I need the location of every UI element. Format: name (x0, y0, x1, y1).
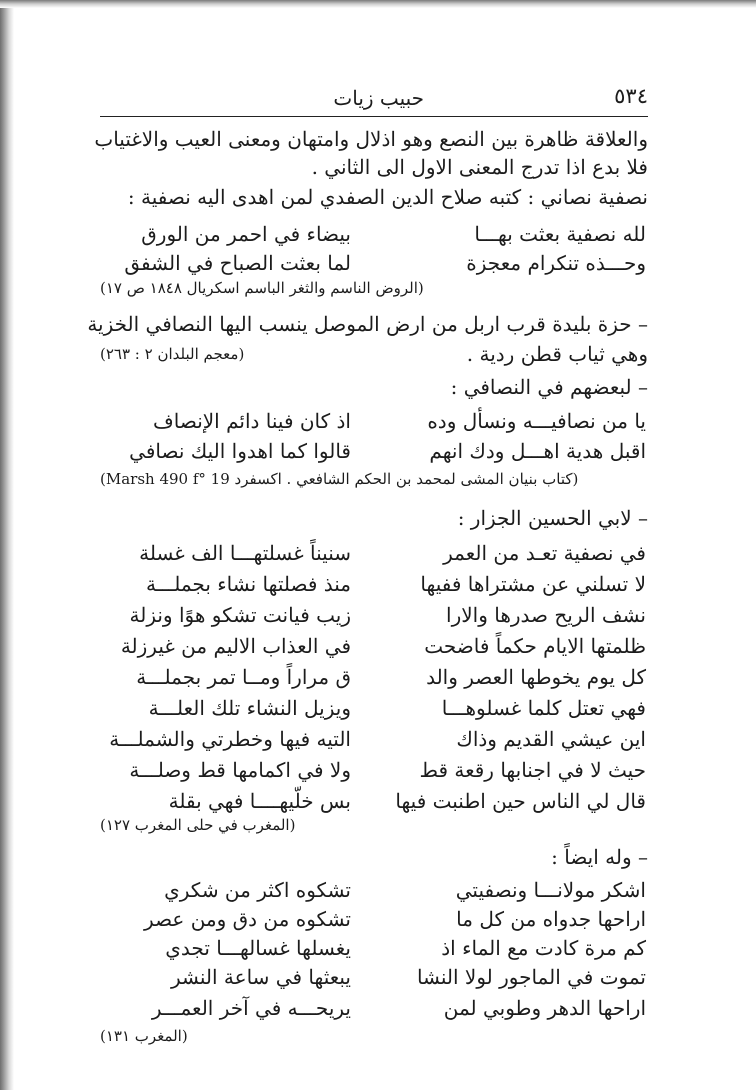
verse-hemistich-second: منذ فصلتها نشاء بجملـــة (145, 572, 351, 596)
verse-hemistich-second: تشكوه اكثر من شكري (164, 878, 351, 902)
verse-hemistich-first: وحـــذه تنكرام معجزة (466, 251, 646, 275)
section-heading: – لبعضهم في النصافي : (450, 375, 648, 399)
verse-hemistich-first: اراحها الدهر وطوبي لمن (443, 996, 646, 1020)
verse-hemistich-first: حيث لا في اجنابها رقعة قط (419, 758, 646, 782)
verse-hemistich-second: لما بعثت الصباح في الشفق (124, 251, 351, 275)
verse-hemistich-first: كم مرة كادت مع الماء اذ (441, 936, 646, 960)
verse-hemistich-second: يريحـــه في آخر العمـــر (151, 996, 351, 1020)
verse-hemistich-first: كل يوم يخوطها العصر والد (426, 665, 646, 689)
verse-hemistich-second: يغسلها غسالهـــا تجدي (165, 936, 351, 960)
verse-hemistich-first: فهي تعتل كلما غسلوهـــا (441, 696, 646, 720)
source-citation: (المغرب ١٣١) (100, 1027, 188, 1045)
prose-line: وهي ثياب قطن ردية . (466, 342, 648, 366)
verse-hemistich-first: في نصفية تعـد من العمر (443, 541, 646, 565)
verse-hemistich-first: اين عيشي القديم وذاك (456, 727, 646, 751)
verse-hemistich-first: اقبل هدية اهـــل ودك انهم (429, 439, 646, 463)
prose-line: – حزة بليدة قرب اربل من ارض الموصل ينسب اليها النصافي الخزية (87, 312, 648, 336)
verse-hemistich-first: ظلمتها الايام حكماً فاضحت (424, 634, 646, 658)
section-heading: – لابي الحسين الجزار : (457, 506, 648, 530)
page-number: ٥٣٤ (614, 84, 648, 108)
running-title: حبيب زيات (333, 86, 424, 110)
verse-hemistich-second: في العذاب الاليم من غيرزلة (120, 634, 351, 658)
verse-hemistich-second: قالوا كما اهدوا اليك نصافي (129, 439, 351, 463)
verse-hemistich-first: اشكر مولانـــا ونصفيتي (455, 878, 646, 902)
verse-hemistich-second: ويزيل النشاء تلك العلـــة (148, 696, 351, 720)
section-heading: – وله ايضاً : (551, 845, 648, 869)
verse-hemistich-first: تموت في الماجور لولا النشا (416, 965, 646, 989)
verse-hemistich-first: لله نصفية بعثت بهـــا (474, 222, 646, 246)
source-citation: (الروض الناسم والثغر الباسم اسكريال ١٨٤٨ ص ١٧) (100, 279, 424, 297)
verse-hemistich-second: التيه فيها وخطرتي والشملـــة (109, 727, 351, 751)
source-citation: (المغرب في حلى المغرب ١٢٧) (100, 816, 296, 834)
verse-hemistich-first: لا تسلني عن مشتراها ففيها (420, 572, 646, 596)
verse-hemistich-second: زيب فيانت تشكو هوًا ونزلة (129, 603, 351, 627)
source-citation: (معجم البلدان ٢ : ٢٦٣) (100, 345, 245, 363)
prose-line: فلا بدع اذا تدرج المعنى الاول الى الثاني . (311, 155, 648, 179)
header-rule (100, 116, 648, 117)
source-citation: (كتاب بنيان المشى لمحمد بن الحكم الشافعي . اكسفرد Marsh 490 f° 19) (100, 470, 579, 488)
verse-hemistich-first: نشف الريح صدرها والارا (446, 603, 646, 627)
verse-hemistich-second: ولا في اكمامها قط وصلـــة (129, 758, 351, 782)
section-heading: نصفية نصاني : كتبه صلاح الدين الصفدي لمن اهدى اليه نصفية : (127, 185, 648, 209)
verse-hemistich-second: ق مراراً ومــا تمر بجملـــة (136, 665, 351, 689)
verse-hemistich-first: قال لي الناس حين اطنبت فيها (395, 789, 646, 813)
verse-hemistich-first: يا من نصافيـــه ونسأل وده (427, 409, 646, 433)
verse-hemistich-second: سنيناً غسلتهـــا الف غسلة (139, 541, 351, 565)
verse-hemistich-first: اراحها جدواه من كل ما (456, 907, 646, 931)
running-header (100, 84, 648, 118)
verse-hemistich-second: تشكوه من دق ومن عصر (144, 907, 351, 931)
scan-top-edge (0, 0, 756, 8)
scan-left-edge (0, 0, 14, 1090)
verse-hemistich-second: اذ كان فينا دائم الإنصاف (153, 409, 351, 433)
verse-hemistich-second: بيضاء في احمر من الورق (141, 222, 351, 246)
verse-hemistich-second: بس خلّيهــــا فهي بقلة (168, 789, 351, 813)
verse-hemistich-second: يبعثها في ساعة النشر (171, 965, 351, 989)
prose-line: والعلاقة ظاهرة بين النصع وهو اذلال وامتهان ومعنى العيب والاغتياب (94, 127, 648, 151)
